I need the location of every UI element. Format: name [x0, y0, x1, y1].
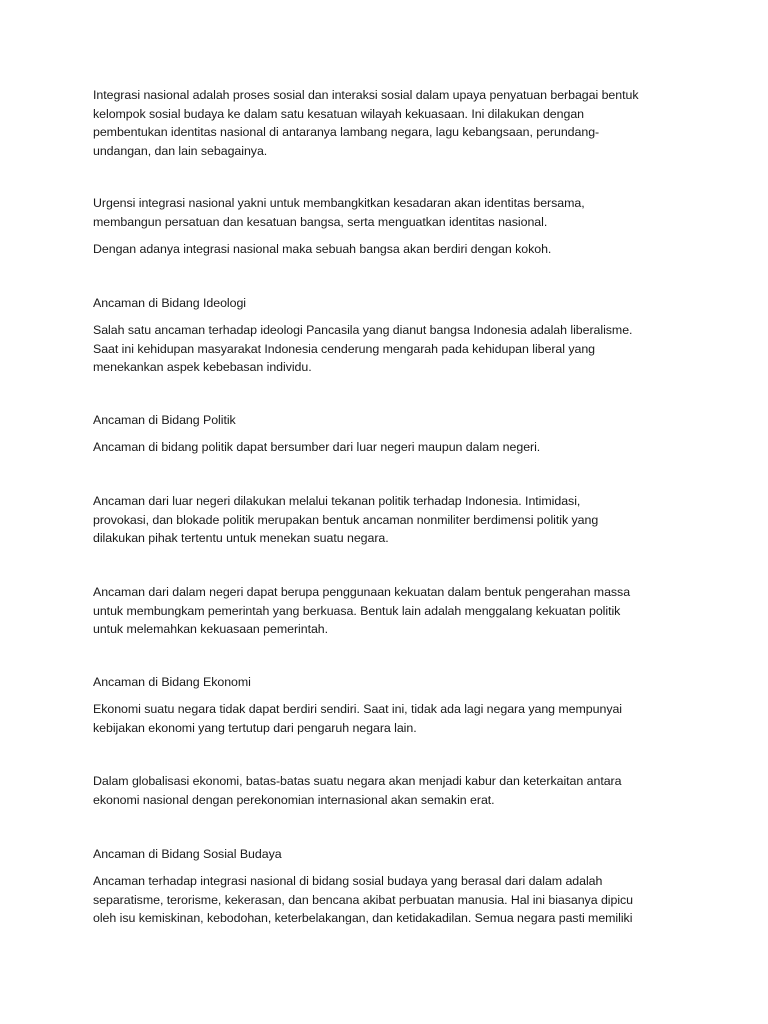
paragraph-integrasi-definisi: [93, 86, 683, 160]
heading-sosial-budaya: [93, 845, 683, 864]
paragraph-globalisasi: [93, 772, 683, 809]
text-line: untuk membungkam pemerintah yang berkuasa. Bentuk lain adalah menggalang kekuatan politik: [93, 603, 621, 618]
heading-text: Ancaman di Bidang Sosial Budaya: [93, 847, 282, 861]
heading-ekonomi: [93, 673, 683, 692]
text-line: kebijakan ekonomi yang tertutup dari pengaruh negara lain.: [93, 720, 417, 735]
paragraph-politik-sumber: [93, 438, 683, 457]
text-line: kelompok sosial budaya ke dalam satu kesatuan wilayah kekuasaan. Ini dilakukan dengan: [93, 106, 585, 121]
text-line: Salah satu ancaman terhadap ideologi Pancasila yang dianut bangsa Indonesia adalah liberalisme.: [93, 323, 633, 337]
paragraph-ideologi: [93, 321, 683, 377]
text-line: membangun persatuan dan kesatuan bangsa, serta menguatkan identitas nasional.: [93, 214, 548, 229]
text-line: Dalam globalisasi ekonomi, batas-batas suatu negara akan menjadi kabur dan keterkaitan antara: [93, 774, 622, 788]
text-line: Ancaman terhadap integrasi nasional di bidang sosial budaya yang berasal dari dalam adalah: [93, 874, 603, 888]
text-line: menekankan aspek kebebasan individu.: [93, 360, 312, 374]
text-line: Ancaman dari dalam negeri dapat berupa penggunaan kekuatan dalam bentuk pengerahan massa: [93, 585, 631, 599]
heading-politik: [93, 411, 683, 430]
heading-ideologi: [93, 294, 683, 313]
heading-text: Ancaman di Bidang Ideologi: [93, 296, 247, 310]
text-line: untuk melemahkan kekuasaan pemerintah.: [93, 622, 329, 636]
paragraph-urgensi: [93, 194, 683, 231]
paragraph-kokoh: [93, 240, 683, 259]
text-line: Ekonomi suatu negara tidak dapat berdiri sendiri. Saat ini, tidak ada lagi negara yang mempunyai: [93, 702, 623, 716]
paragraph-politik-dalam-negeri: [93, 583, 683, 639]
text-line: Dengan adanya integrasi nasional maka sebuah bangsa akan berdiri dengan kokoh.: [93, 242, 552, 256]
heading-text: Ancaman di Bidang Ekonomi: [93, 675, 251, 689]
paragraph-sosial-budaya: [93, 872, 683, 928]
heading-text: Ancaman di Bidang Politik: [93, 413, 236, 427]
text-line: provokasi, dan blokade politik merupakan bentuk ancaman nonmiliter berdimensi politik yang: [93, 512, 599, 527]
text-line: Saat ini kehidupan masyarakat Indonesia cenderung mengarah pada kehidupan liberal yang: [93, 341, 596, 356]
text-line: Urgensi integrasi nasional yakni untuk membangkitkan kesadaran akan identitas bersama,: [93, 196, 585, 210]
paragraph-politik-luar-negeri: [93, 492, 683, 548]
text-line: undangan, dan lain sebagainya.: [93, 143, 268, 158]
text-line: Ancaman di bidang politik dapat bersumber dari luar negeri maupun dalam negeri.: [93, 440, 541, 454]
text-line: Integrasi nasional adalah proses sosial dan interaksi sosial dalam upaya penyatuan berbagai bentuk: [93, 88, 639, 102]
text-line: pembentukan identitas nasional di antaranya lambang negara, lagu kebangsaan, perundang-: [93, 125, 600, 139]
text-line: oleh isu kemiskinan, kebodohan, keterbelakangan, dan ketidakadilan. Semua negara pasti memiliki: [93, 911, 633, 925]
text-line: Ancaman dari luar negeri dilakukan melalui tekanan politik terhadap Indonesia. Intimidasi,: [93, 494, 581, 508]
text-line: dilakukan pihak tertentu untuk menekan suatu negara.: [93, 531, 389, 545]
paragraph-ekonomi: [93, 700, 683, 737]
text-line: ekonomi nasional dengan perekonomian internasional akan semakin erat.: [93, 792, 495, 807]
text-line: separatisme, terorisme, kekerasan, dan bencana akibat perbuatan manusia. Hal ini biasanya dipicu: [93, 892, 634, 907]
